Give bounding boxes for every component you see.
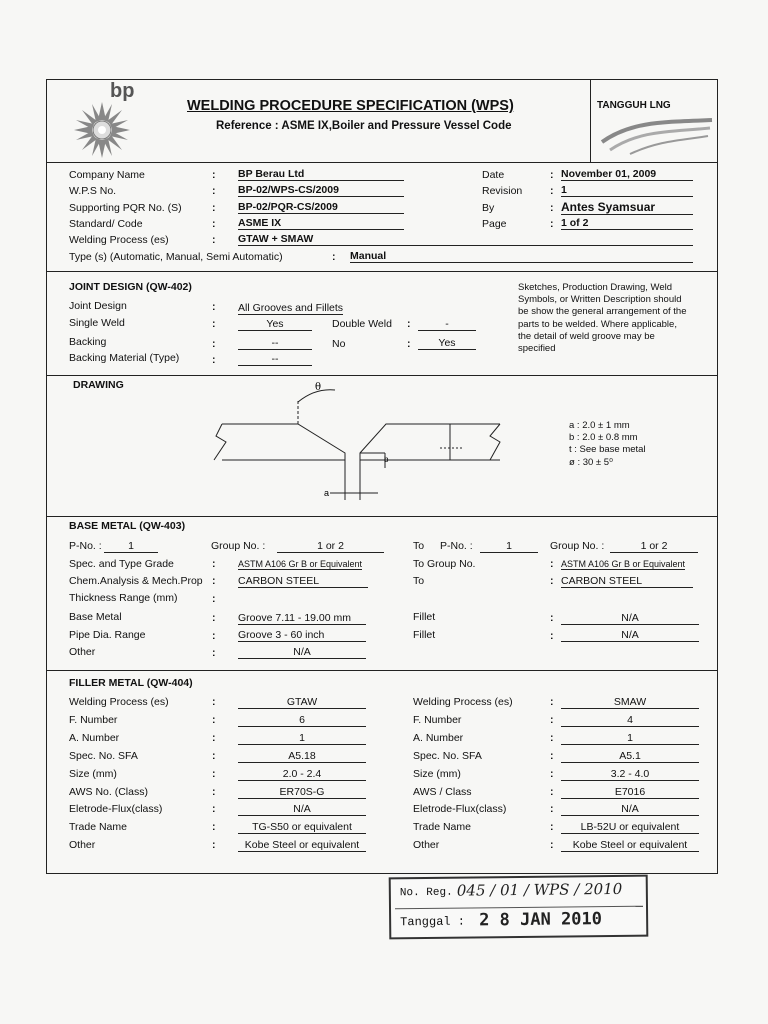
filler-gtaw-value: 6 — [238, 714, 366, 727]
filler-row-label-right: Trade Name — [413, 821, 471, 833]
filler-smaw-value: E7016 — [561, 786, 699, 799]
wps-no-label: W.P.S No. — [69, 185, 117, 197]
date-label: Date — [482, 169, 505, 181]
backing-value: -- — [238, 337, 312, 350]
stamp-date-label: Tanggal : — [400, 914, 466, 930]
filler-row-label: Other — [69, 839, 96, 851]
filler-gtaw-value: Kobe Steel or equivalent — [238, 839, 366, 852]
single-weld-label: Single Weld — [69, 317, 125, 329]
reference-subtitle: Reference : ASME IX,Boiler and Pressure Vessel Code — [216, 120, 512, 132]
divider — [46, 375, 718, 376]
filler-smaw-value: 3.2 - 4.0 — [561, 768, 699, 781]
fillet2-value: N/A — [561, 629, 699, 642]
date-value: November 01, 2009 — [561, 168, 693, 181]
tangguh-wave-logo-icon — [600, 112, 715, 157]
spec2-value: ASTM A106 Gr B or Equivalent — [561, 559, 686, 569]
filler-row-label: Size (mm) — [69, 768, 117, 780]
revision-label: Revision — [482, 185, 523, 197]
group2-value: 1 or 2 — [610, 540, 698, 553]
bp-helios-logo-icon — [64, 100, 140, 160]
page-value: 1 of 2 — [561, 217, 693, 230]
drawing-heading: DRAWING — [73, 379, 124, 391]
divider — [46, 516, 718, 517]
no-label: No — [332, 338, 346, 350]
filler-row-label: A. Number — [69, 732, 120, 744]
fillet-value: N/A — [561, 612, 699, 625]
colon: : — [212, 803, 216, 815]
base-metal-label: Base Metal — [69, 611, 122, 623]
group-value: 1 or 2 — [277, 540, 384, 553]
filler-row-label-right: Eletrode-Flux(class) — [413, 803, 507, 815]
standard-value: ASME IX — [238, 217, 404, 230]
stamp-reg-label: No. Reg. — [399, 886, 453, 900]
type-label: Type (s) (Automatic, Manual, Semi Automatic) — [69, 251, 283, 263]
pno-label: P-No. : — [69, 540, 102, 552]
backing-material-label: Backing Material (Type) — [69, 352, 180, 364]
filler-smaw-value: 4 — [561, 714, 699, 727]
by-value: Antes Syamsuar — [561, 200, 693, 215]
pno2-label: P-No. : — [440, 540, 473, 552]
fillet-label: Fillet — [413, 611, 436, 623]
company-label: Company Name — [69, 169, 145, 181]
pno-value: 1 — [104, 540, 158, 553]
filler-row-label-right: AWS / Class — [413, 786, 472, 798]
colon: : — [212, 714, 216, 726]
filler-smaw-value: A5.1 — [561, 750, 699, 763]
fillet2-label: Fillet — [413, 629, 436, 641]
filler-row-label-right: Size (mm) — [413, 768, 461, 780]
stamp-reg-value: 045 / 01 / WPS / 2010 — [456, 879, 623, 900]
pipe-dia-value: Groove 3 - 60 inch — [238, 629, 366, 642]
base-metal-value: Groove 7.11 - 19.00 mm — [238, 612, 366, 625]
no-value: Yes — [418, 337, 476, 350]
backing-material-value: -- — [238, 353, 312, 366]
joint-design-heading: JOINT DESIGN (QW-402) — [69, 281, 192, 293]
double-weld-value: - — [418, 318, 476, 331]
filler-row-label-right: Other — [413, 839, 440, 851]
spec-value: ASTM A106 Gr B or Equivalent — [238, 559, 363, 569]
chem2-value: CARBON STEEL — [561, 575, 693, 588]
filler-gtaw-value: A5.18 — [238, 750, 366, 763]
company-value: BP Berau Ltd — [238, 168, 404, 181]
to-label: To — [413, 540, 425, 552]
other-label: Other — [69, 646, 96, 658]
colon: : — [212, 750, 216, 762]
filler-smaw-value: LB-52U or equivalent — [561, 821, 699, 834]
divider — [590, 79, 591, 163]
process-value: GTAW + SMAW — [238, 233, 693, 246]
filler-row-label: Trade Name — [69, 821, 127, 833]
filler-smaw-value: SMAW — [561, 696, 699, 709]
filler-row-label: F. Number — [69, 714, 118, 726]
colon: : — [212, 768, 216, 780]
filler-row-label-right: Welding Process (es) — [413, 696, 513, 708]
colon: : — [550, 768, 554, 780]
page-title: WELDING PROCEDURE SPECIFICATION (WPS) — [187, 98, 514, 114]
filler-smaw-value: N/A — [561, 803, 699, 816]
filler-gtaw-value: ER70S-G — [238, 786, 366, 799]
pqr-value: BP-02/PQR-CS/2009 — [238, 201, 404, 214]
dim-theta: θ — [315, 382, 322, 393]
pipe-dia-label: Pipe Dia. Range — [69, 629, 146, 641]
group-label: Group No. : — [211, 540, 266, 552]
dim-b: b — [384, 455, 389, 464]
colon: : — [550, 714, 554, 726]
thickness-label: Thickness Range (mm) — [69, 592, 178, 604]
filler-gtaw-value: 2.0 - 2.4 — [238, 768, 366, 781]
registration-stamp — [389, 875, 649, 940]
bp-logo-text: bp — [110, 80, 135, 102]
filler-gtaw-value: N/A — [238, 803, 366, 816]
joint-design-label: Joint Design — [69, 300, 127, 312]
divider — [46, 271, 718, 272]
drawing-legend: a : 2.0 ± 1 mm b : 2.0 ± 0.8 mm t : See base metal ø : 30 ± 5⁰ — [569, 420, 646, 468]
to2-label: To — [413, 575, 425, 587]
project-name: TANGGUH LNG — [597, 100, 671, 111]
filler-gtaw-value: GTAW — [238, 696, 366, 709]
process-label: Welding Process (es) — [69, 234, 169, 246]
filler-smaw-value: 1 — [561, 732, 699, 745]
double-weld-label: Double Weld — [332, 318, 392, 330]
filler-gtaw-value: 1 — [238, 732, 366, 745]
page-label: Page — [482, 218, 507, 230]
wps-no-value: BP-02/WPS-CS/2009 — [238, 184, 404, 197]
filler-row-label: AWS No. (Class) — [69, 786, 148, 798]
chem-value: CARBON STEEL — [238, 575, 368, 588]
colon: : — [550, 839, 554, 851]
joint-design-value: All Grooves and Fillets — [238, 302, 344, 314]
divider — [46, 162, 718, 163]
colon: : — [550, 696, 554, 708]
pqr-label: Supporting PQR No. (S) — [69, 202, 182, 214]
colon: : — [550, 803, 554, 815]
filler-row-label-right: A. Number — [413, 732, 464, 744]
colon: : — [212, 786, 216, 798]
filler-row-label-right: F. Number — [413, 714, 462, 726]
spec-label: Spec. and Type Grade — [69, 558, 174, 570]
filler-gtaw-value: TG-S50 or equivalent — [238, 821, 366, 834]
colon: : — [550, 786, 554, 798]
joint-note: Sketches, Production Drawing, Weld Symbols, or Written Description should be show the general arrangement of the parts to be welded. Where applicable, the detail of weld groove may be specified — [518, 282, 687, 355]
stamp-date-value: 2 8 JAN 2010 — [479, 909, 603, 931]
to-group-label: To Group No. — [413, 558, 476, 570]
colon: : — [212, 839, 216, 851]
revision-value: 1 — [561, 184, 693, 197]
single-weld-value: Yes — [238, 318, 312, 331]
filler-row-label: Eletrode-Flux(class) — [69, 803, 163, 815]
divider — [46, 670, 718, 671]
weld-groove-drawing — [200, 378, 520, 508]
backing-label: Backing — [69, 336, 107, 348]
filler-row-label: Spec. No. SFA — [69, 750, 138, 762]
filler-smaw-value: Kobe Steel or equivalent — [561, 839, 699, 852]
by-label: By — [482, 202, 495, 214]
filler-metal-heading: FILLER METAL (QW-404) — [69, 677, 193, 689]
filler-row-label: Welding Process (es) — [69, 696, 169, 708]
other-value: N/A — [238, 646, 366, 659]
colon: : — [550, 821, 554, 833]
chem-label: Chem.Analysis & Mech.Prop — [69, 575, 203, 587]
colon: : — [550, 750, 554, 762]
colon: : — [212, 732, 216, 744]
pno2-value: 1 — [480, 540, 538, 553]
dim-a: a — [324, 488, 330, 498]
colon: : — [212, 821, 216, 833]
filler-row-label-right: Spec. No. SFA — [413, 750, 482, 762]
base-metal-heading: BASE METAL (QW-403) — [69, 520, 186, 532]
group2-label: Group No. : — [550, 540, 605, 552]
colon: : — [212, 696, 216, 708]
standard-label: Standard/ Code — [69, 218, 143, 230]
type-value: Manual — [350, 250, 693, 263]
colon: : — [550, 732, 554, 744]
